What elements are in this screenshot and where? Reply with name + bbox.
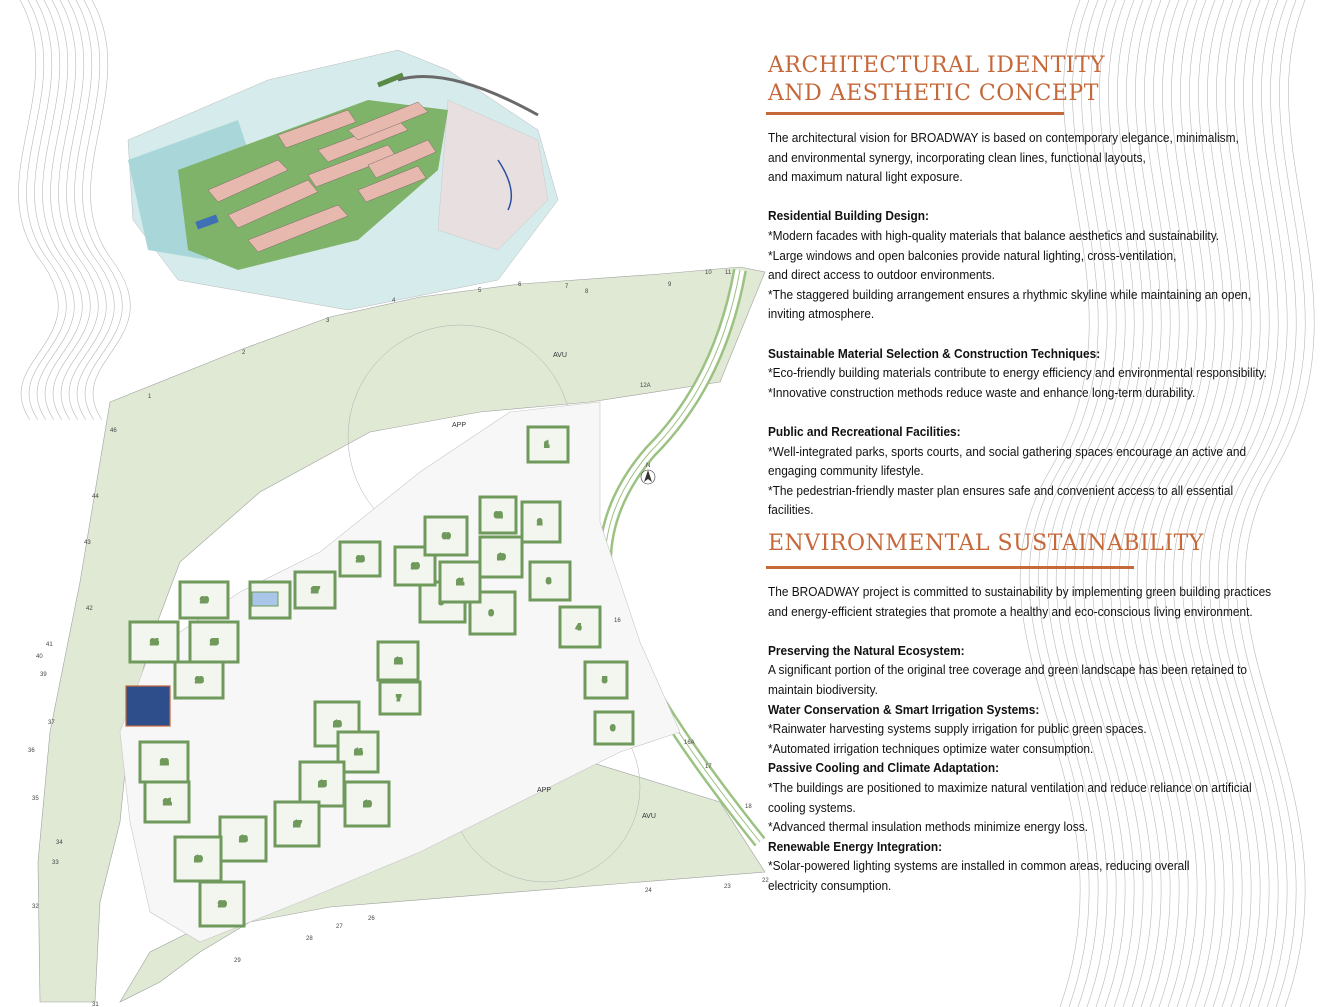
master-site-plan <box>0 262 800 1007</box>
heading-underline <box>766 566 1134 569</box>
subheading-public: Public and Recreational Facilities: <box>768 423 961 439</box>
subheading-ecosystem: Preserving the Natural Ecosystem: <box>768 642 965 658</box>
intro-line: The BROADWAY project is committed to sustainability by implementing green building practices <box>768 584 1272 599</box>
subheading-water: Water Conservation & Smart Irrigation Systems: <box>768 701 1040 717</box>
intro-line: and maximum natural light exposure. <box>768 169 963 185</box>
zone-label-avu: AVU <box>553 352 567 359</box>
boundary-point-number: 2 <box>242 350 246 356</box>
body-line: *The pedestrian-friendly master plan ensures safe and convenient access to all essential facilities. <box>768 482 1234 518</box>
building-number: 5 <box>603 678 607 684</box>
boundary-point-number: 4 <box>392 298 396 304</box>
body-line: electricity consumption. <box>768 877 892 893</box>
boundary-point-number: 42 <box>86 606 93 612</box>
body-line: cooling systems. <box>768 799 856 815</box>
boundary-point-number: 28 <box>306 936 313 942</box>
building-number: 32 <box>495 513 502 519</box>
heading-underline <box>766 112 1064 115</box>
building-number: 19 <box>195 857 202 863</box>
boundary-point-number: 9 <box>668 282 672 288</box>
body-line: *Solar-powered lighting systems are installed in common areas, reducing overall <box>768 858 1190 874</box>
boundary-point-number: 22 <box>762 878 769 884</box>
boundary-point-number: 7 <box>565 284 569 290</box>
boundary-point-number: 46 <box>110 428 117 434</box>
subheading-residential: Residential Building Design: <box>768 208 929 224</box>
boundary-point-number: 39 <box>40 672 47 678</box>
building-number: 29 <box>412 564 419 570</box>
boundary-point-number: 31 <box>92 1002 99 1007</box>
zone-label-avu: AVU <box>642 813 656 820</box>
body-line: *Well-integrated parks, sports courts, and social gathering spaces encourage an active and <box>768 443 1247 459</box>
body-line: inviting atmosphere. <box>768 306 875 322</box>
boundary-point-number: 41 <box>46 642 53 648</box>
body-line: *Rainwater harvesting systems supply irrigation for public green spaces. <box>768 721 1147 737</box>
section-heading-architectural-identity: ARCHITECTURAL IDENTITY AND AESTHETIC CONCEPT <box>768 53 1106 106</box>
building-number: 21 <box>164 800 171 806</box>
building-number: 7 <box>397 696 401 702</box>
building-number: 28 <box>357 557 364 563</box>
building-number: 18 <box>240 837 247 843</box>
boundary-point-number: 44 <box>92 494 99 500</box>
building-number: 11 <box>457 580 464 586</box>
section-heading-environmental: ENVIRONMENTAL SUSTAINABILITY <box>768 531 1204 556</box>
body-line: *Eco-friendly building materials contribute to energy efficiency and environmental responsibility. <box>768 365 1267 381</box>
boundary-point-number: 16 <box>614 618 621 624</box>
boundary-point-number: 32 <box>32 904 39 910</box>
building-number: 13 <box>334 722 341 728</box>
intro-line: and energy-efficient strategies that promote a healthy and eco-conscious living environment. <box>768 603 1253 619</box>
boundary-point-number: 5 <box>478 288 482 294</box>
building-number: 26 <box>201 598 208 604</box>
building-number: 6 <box>611 726 615 732</box>
building-number: 27 <box>312 588 319 594</box>
subheading-energy: Renewable Energy Integration: <box>768 838 943 854</box>
boundary-point-number: 29 <box>234 958 241 964</box>
boundary-point-number: 40 <box>36 654 43 660</box>
sports-court <box>126 686 170 726</box>
intro-line: The architectural vision for BROADWAY is based on contemporary elegance, minimalism, <box>768 130 1239 145</box>
building-number: 1 <box>545 442 549 449</box>
subheading-cooling: Passive Cooling and Climate Adaptation: <box>768 760 1000 776</box>
building-number: 17 <box>294 822 301 828</box>
building-number: 22 <box>161 760 168 766</box>
boundary-point-number: 18 <box>745 804 752 810</box>
boundary-point-number: 1 <box>148 394 152 400</box>
boundary-point-number: 3 <box>326 318 330 324</box>
boundary-point-number: 11 <box>725 270 732 276</box>
section2-body <box>768 582 1272 896</box>
boundary-point-number: 8 <box>585 289 589 295</box>
boundary-point-number: 10 <box>705 270 712 276</box>
building-number: 2 <box>538 520 542 526</box>
body-line: *Advanced thermal insulation methods minimize energy loss. <box>768 819 1088 835</box>
building-number: 16 <box>364 802 371 808</box>
body-line: *Large windows and open balconies provide natural lighting, cross-ventilation, <box>768 247 1177 263</box>
body-line: engaging community lifestyle. <box>768 463 924 479</box>
road-label: 16A <box>684 740 695 746</box>
boundary-point-number: 24 <box>645 888 652 894</box>
building-number: 3 <box>547 579 551 585</box>
boundary-point-number: 43 <box>84 540 91 546</box>
boundary-point-number: 27 <box>336 924 343 930</box>
intro-line: and environmental synergy, incorporating clean lines, functional layouts, <box>768 149 1146 165</box>
boundary-point-number: 23 <box>724 884 731 890</box>
swimming-pool <box>252 592 278 606</box>
building-number: 4 <box>577 625 581 631</box>
building-number: 25 <box>211 640 218 646</box>
building-number: 15 <box>319 782 326 788</box>
section1-body <box>768 128 1272 520</box>
boundary-point-number: 6 <box>518 282 522 288</box>
building-number: 10 <box>498 555 505 561</box>
boundary-point-number: 35 <box>32 796 39 802</box>
building-number: 24 <box>151 640 158 646</box>
body-line: *Modern facades with high-quality materials that balance aesthetics and sustainability. <box>768 227 1220 243</box>
boundary-point-number: 37 <box>48 720 55 726</box>
body-line: and direct access to outdoor environments. <box>768 267 995 283</box>
body-line: A significant portion of the original tree coverage and green landscape has been retained to <box>768 662 1248 678</box>
boundary-point-number: 17 <box>705 764 712 770</box>
boundary-point-number: 34 <box>56 840 63 846</box>
body-line: *The buildings are positioned to maximize natural ventilation and reduce reliance on artificial <box>768 779 1252 795</box>
building-number: 14 <box>355 750 362 756</box>
svg-text:N: N <box>646 463 651 469</box>
body-line: maintain biodiversity. <box>768 681 878 697</box>
boundary-point-number: 36 <box>28 748 35 754</box>
building-number: 30 <box>443 534 450 540</box>
body-line: *Innovative construction methods reduce waste and enhance long-term durability. <box>768 384 1196 400</box>
building-number: 20 <box>219 902 226 908</box>
building-number: 9 <box>489 611 493 617</box>
body-line: *Automated irrigation techniques optimize water consumption. <box>768 740 1094 756</box>
body-line: *The staggered building arrangement ensures a rhythmic skyline while maintaining an open, <box>768 286 1251 302</box>
zone-label-app: APP <box>452 422 467 429</box>
subheading-materials: Sustainable Material Selection & Construction Techniques: <box>768 345 1101 361</box>
boundary-point-number: 33 <box>52 860 59 866</box>
boundary-point-number: 26 <box>368 916 375 922</box>
building-number: 12 <box>395 659 402 665</box>
building-number: 23 <box>196 678 203 684</box>
road-label: 12A <box>640 383 651 389</box>
zone-label-app: APP <box>537 787 552 794</box>
